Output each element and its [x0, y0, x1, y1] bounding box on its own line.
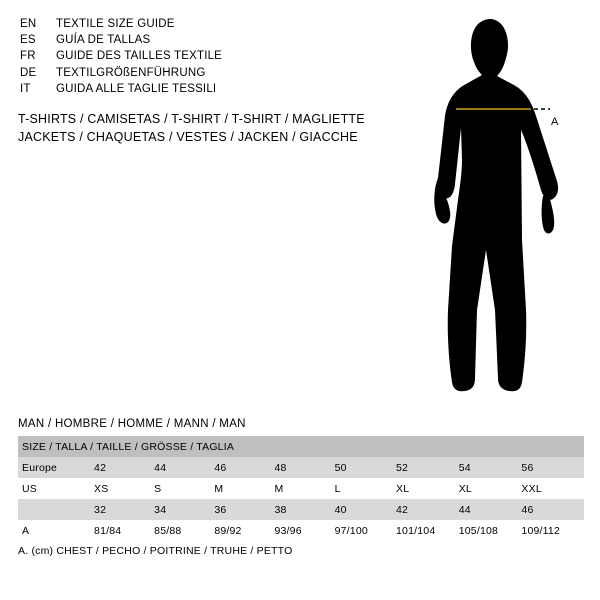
row-cell: M — [214, 478, 274, 499]
row-label — [18, 499, 94, 520]
language-text: TEXTILE SIZE GUIDE — [56, 18, 175, 30]
row-cell: 42 — [396, 499, 459, 520]
row-cell: 89/92 — [214, 520, 274, 541]
language-text: GUIDE DES TAILLES TEXTILE — [56, 50, 223, 63]
row-cell: 46 — [521, 499, 584, 520]
row-cell: 54 — [459, 457, 522, 478]
row-cell: 105/108 — [459, 520, 522, 541]
row-cell: 36 — [214, 499, 274, 520]
row-cell: 50 — [335, 457, 396, 478]
row-cell: S — [154, 478, 214, 499]
language-code: IT — [20, 82, 31, 95]
row-cell: 52 — [396, 457, 459, 478]
table-row — [18, 478, 584, 499]
row-cell: 44 — [459, 499, 522, 520]
language-text: GUIDA ALLE TAGLIE TESSILI — [56, 82, 217, 95]
row-cell: 38 — [274, 499, 334, 520]
table-row — [18, 520, 584, 541]
category-line-tshirts: T-SHIRTS / CAMISETAS / T-SHIRT / T-SHIRT / MAGLIETTE — [18, 112, 365, 126]
table-header-row — [18, 436, 584, 457]
row-cell: M — [274, 478, 334, 499]
measure-label-a: A — [551, 116, 559, 128]
row-cell: 101/104 — [396, 520, 459, 541]
table-row — [18, 457, 584, 478]
size-table-section — [18, 418, 584, 541]
category-line-jackets: JACKETS / CHAQUETAS / VESTES / JACKEN / GIACCHE — [18, 130, 358, 144]
category-list — [18, 110, 378, 146]
row-cell: L — [335, 478, 396, 499]
row-label: US — [18, 478, 94, 499]
row-cell: XL — [396, 478, 459, 499]
row-label: A — [18, 520, 94, 541]
language-text: GUÍA DE TALLAS — [56, 34, 151, 47]
language-code: FR — [20, 50, 36, 63]
row-cell: 34 — [154, 499, 214, 520]
row-cell: XL — [459, 478, 522, 499]
table-row — [18, 499, 584, 520]
language-row — [20, 48, 360, 64]
language-row — [20, 16, 360, 32]
row-cell: 44 — [154, 457, 214, 478]
language-code: ES — [20, 34, 36, 47]
language-code: DE — [20, 66, 37, 79]
row-cell: 109/112 — [521, 520, 584, 541]
row-label: Europe — [18, 457, 94, 478]
language-row — [20, 81, 360, 97]
table-header-label: SIZE / TALLA / TAILLE / GRÖSSE / TAGLIA — [18, 436, 584, 457]
language-row — [20, 65, 360, 81]
row-cell: 56 — [521, 457, 584, 478]
row-cell: 42 — [94, 457, 154, 478]
language-text: TEXTILGRÖßENFÜHRUNG — [56, 66, 206, 79]
row-cell: 93/96 — [274, 520, 334, 541]
language-code: EN — [20, 18, 37, 30]
figure-svg — [400, 10, 590, 400]
table-group-title: MAN / HOMBRE / HOMME / MANN / MAN — [18, 418, 246, 430]
row-cell: 46 — [214, 457, 274, 478]
row-cell: XXL — [521, 478, 584, 499]
language-row — [20, 32, 360, 48]
row-cell: 48 — [274, 457, 334, 478]
size-table — [18, 436, 584, 541]
row-cell: XS — [94, 478, 154, 499]
male-figure-illustration — [400, 10, 590, 400]
row-cell: 40 — [335, 499, 396, 520]
row-cell: 85/88 — [154, 520, 214, 541]
row-cell: 32 — [94, 499, 154, 520]
table-footnote: A. (cm) CHEST / PECHO / POITRINE / TRUHE / PETTO — [18, 545, 293, 557]
row-cell: 81/84 — [94, 520, 154, 541]
language-header — [20, 16, 360, 97]
row-cell: 97/100 — [335, 520, 396, 541]
